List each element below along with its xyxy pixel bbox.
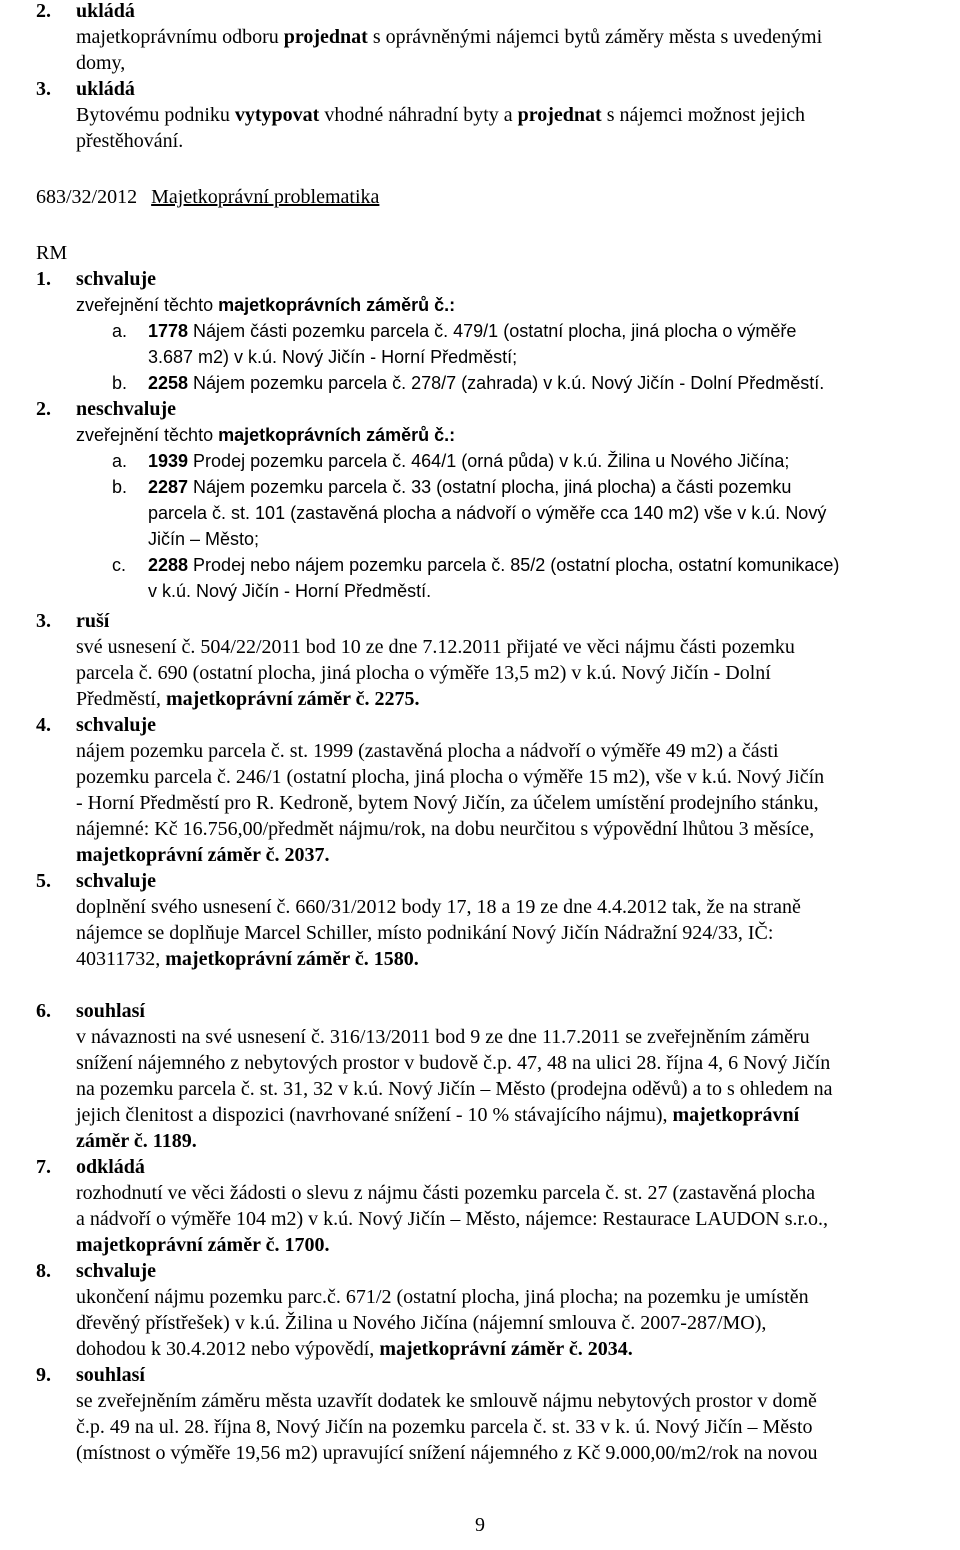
- item-7-line-2: a nádvoří o výměře 104 m2) v k.ú. Nový Jičín – Město, nájemce: Restaurace LAUDON s.r.o.,: [76, 1208, 829, 1230]
- item-7-line-1: rozhodnutí ve věci žádosti o slevu z nájmu části pozemku parcela č. st. 27 (zastavěná plocha: [76, 1182, 816, 1204]
- item-6: 6. souhlasí: [36, 1000, 145, 1022]
- item-8-line-3: dohodou k 30.4.2012 nebo výpovědí, majetkoprávní záměr č. 2034.: [76, 1338, 633, 1360]
- section-title: Majetkoprávní problematika: [151, 186, 380, 208]
- item-7: 7. odkládá: [36, 1156, 145, 1178]
- keyword-schvaluje-5: schvaluje: [76, 870, 156, 892]
- item-6-line-1: v návaznosti na své usnesení č. 316/13/2011 bod 9 ze dne 11.7.2011 se zveřejněním záměru: [76, 1026, 810, 1048]
- section-number: 683/32/2012: [36, 186, 138, 208]
- item-6-line-4: jejich členitost a dispozici (navrhované snížení - 10 % stávajícího nájmu), majetkoprávní: [76, 1104, 800, 1126]
- item-2-sub-b: b. 2287 Nájem pozemku parcela č. 33 (ostatní plocha, jiná plocha) a části pozemku: [112, 477, 792, 497]
- item-6-line-5: záměr č. 1189.: [76, 1130, 197, 1152]
- item-9-line-1: se zveřejněním záměru města uzavřít dodatek ke smlouvě nájmu nebytových prostor v domě: [76, 1390, 817, 1412]
- keyword-schvaluje-8: schvaluje: [76, 1260, 156, 1282]
- item-9-line-3: (místnost o výměře 19,56 m2) upravující snížení nájemného z Kč 9.000,00/m2/rok na novou: [76, 1442, 818, 1464]
- item-5-line-3: 40311732, majetkoprávní záměr č. 1580.: [76, 948, 419, 970]
- item-4-line-1: nájem pozemku parcela č. st. 1999 (zastavěná plocha a nádvoří o výměře 49 m2) a části: [76, 740, 779, 762]
- item-2-sub-b-cont-2: Jičín – Město;: [148, 529, 260, 549]
- item-2-sub-a: a. 1939 Prodej pozemku parcela č. 464/1 (orná půda) v k.ú. Žilina u Nového Jičína;: [112, 451, 790, 471]
- item-5-line-2: nájemce se doplňuje Marcel Schiller, místo podnikání Nový Jičín Nádražní 924/33, IČ:: [76, 922, 774, 944]
- keyword-schvaluje: schvaluje: [76, 268, 156, 290]
- item-8-line-2: dřevěný přístřešek) v k.ú. Žilina u Nového Jičína (nájemní smlouva č. 2007-287/MO),: [76, 1312, 767, 1334]
- keyword-uklada: ukládá: [76, 0, 135, 22]
- keyword-uklada-2: ukládá: [76, 78, 135, 100]
- item-1-sub-b: b. 2258 Nájem pozemku parcela č. 278/7 (zahrada) v k.ú. Nový Jičín - Dolní Předměstí.: [112, 373, 825, 393]
- item-9-line-2: č.p. 49 na ul. 28. října 8, Nový Jičín na pozemku parcela č. st. 33 v k. ú. Nový Jičín – Město: [76, 1416, 813, 1438]
- head-item-2: 2. ukládá: [36, 0, 135, 22]
- keyword-souhlasi-9: souhlasí: [76, 1364, 145, 1386]
- head-item-2-text-cont: domy,: [76, 52, 126, 74]
- item-4-line-2: pozemku parcela č. 246/1 (ostatní plocha, jiná plocha o výměře 15 m2), vše v k.ú. Nový Jičín: [76, 766, 825, 788]
- item-6-line-3: na pozemku parcela č. st. 31, 32 v k.ú. Nový Jičín – Město (prodejna oděvů) a to s ohledem na: [76, 1078, 833, 1100]
- keyword-neschvaluje: neschvaluje: [76, 398, 176, 420]
- item-8: 8. schvaluje: [36, 1260, 156, 1282]
- item-2-sub-c: c. 2288 Prodej nebo nájem pozemku parcela č. 85/2 (ostatní plocha, ostatní komunikace): [112, 555, 840, 575]
- item-8-line-1: ukončení nájmu pozemku parc.č. 671/2 (ostatní plocha, jiná plocha; na pozemku je umístěn: [76, 1286, 809, 1308]
- item-3-line-2: parcela č. 690 (ostatní plocha, jiná plocha o výměře 13,5 m2) v k.ú. Nový Jičín - Dolní: [76, 662, 771, 684]
- head-item-3-text: Bytovému podniku vytypovat vhodné náhradní byty a projednat s nájemci možnost jejich: [76, 104, 805, 126]
- item-4-line-4: nájemné: Kč 16.756,00/předmět nájmu/rok, na dobu neurčitou s výpovědní lhůtou 3 měsíce,: [76, 818, 815, 840]
- item-5: 5. schvaluje: [36, 870, 156, 892]
- item-4-line-3: - Horní Předměstí pro R. Kedroně, bytem Nový Jičín, za účelem umístění prodejního stánku,: [76, 792, 819, 814]
- section-heading: [36, 184, 379, 210]
- item-1-sub-a-cont: 3.687 m2) v k.ú. Nový Jičín - Horní Předměstí;: [148, 347, 518, 367]
- keyword-schvaluje-4: schvaluje: [76, 714, 156, 736]
- item-7-line-3: majetkoprávní záměr č. 1700.: [76, 1234, 330, 1256]
- item-3-line-1: své usnesení č. 504/22/2011 bod 10 ze dne 7.12.2011 přijaté ve věci nájmu části pozemku: [76, 636, 795, 658]
- head-item-2-text: majetkoprávnímu odboru projednat s oprávněnými nájemci bytů záměry města s uvedenými: [76, 26, 823, 48]
- keyword-rusi: ruší: [76, 610, 110, 632]
- item-2-sub-b-cont: parcela č. st. 101 (zastavěná plocha a nádvoří o výměře cca 140 m2) vše v k.ú. Nový: [148, 503, 827, 523]
- item-6-line-2: snížení nájemného z nebytových prostor v budově č.p. 47, 48 na ulici 28. října 4, 6 Nový Jičín: [76, 1052, 831, 1074]
- item-5-line-1: doplnění svého usnesení č. 660/31/2012 body 17, 18 a 19 ze dne 4.4.2012 tak, že na straně: [76, 896, 801, 918]
- item-1-sub-a: a. 1778 Nájem části pozemku parcela č. 479/1 (ostatní plocha, jiná plocha o výměře: [112, 321, 797, 341]
- item-2-intro: zveřejnění těchto majetkoprávních záměrů č.:: [76, 425, 456, 445]
- head-item-3: 3. ukládá: [36, 78, 135, 100]
- item-2: 2. neschvaluje: [36, 398, 176, 420]
- item-4-line-5: majetkoprávní záměr č. 2037.: [76, 844, 330, 866]
- item-3: 3. ruší: [36, 610, 110, 632]
- page-number: 9: [475, 1514, 485, 1536]
- keyword-souhlasi: souhlasí: [76, 1000, 145, 1022]
- keyword-odklada: odkládá: [76, 1156, 145, 1178]
- item-4: 4. schvaluje: [36, 714, 156, 736]
- item-9: 9. souhlasí: [36, 1364, 145, 1386]
- head-item-3-text-cont: přestěhování.: [76, 130, 184, 152]
- section-body-label: RM: [36, 242, 68, 264]
- item-2-sub-c-cont: v k.ú. Nový Jičín - Horní Předměstí.: [148, 581, 432, 601]
- item-1-intro: zveřejnění těchto majetkoprávních záměrů č.:: [76, 295, 456, 315]
- item-1: 1. schvaluje: [36, 268, 156, 290]
- item-3-line-3: Předměstí, majetkoprávní záměr č. 2275.: [76, 688, 420, 710]
